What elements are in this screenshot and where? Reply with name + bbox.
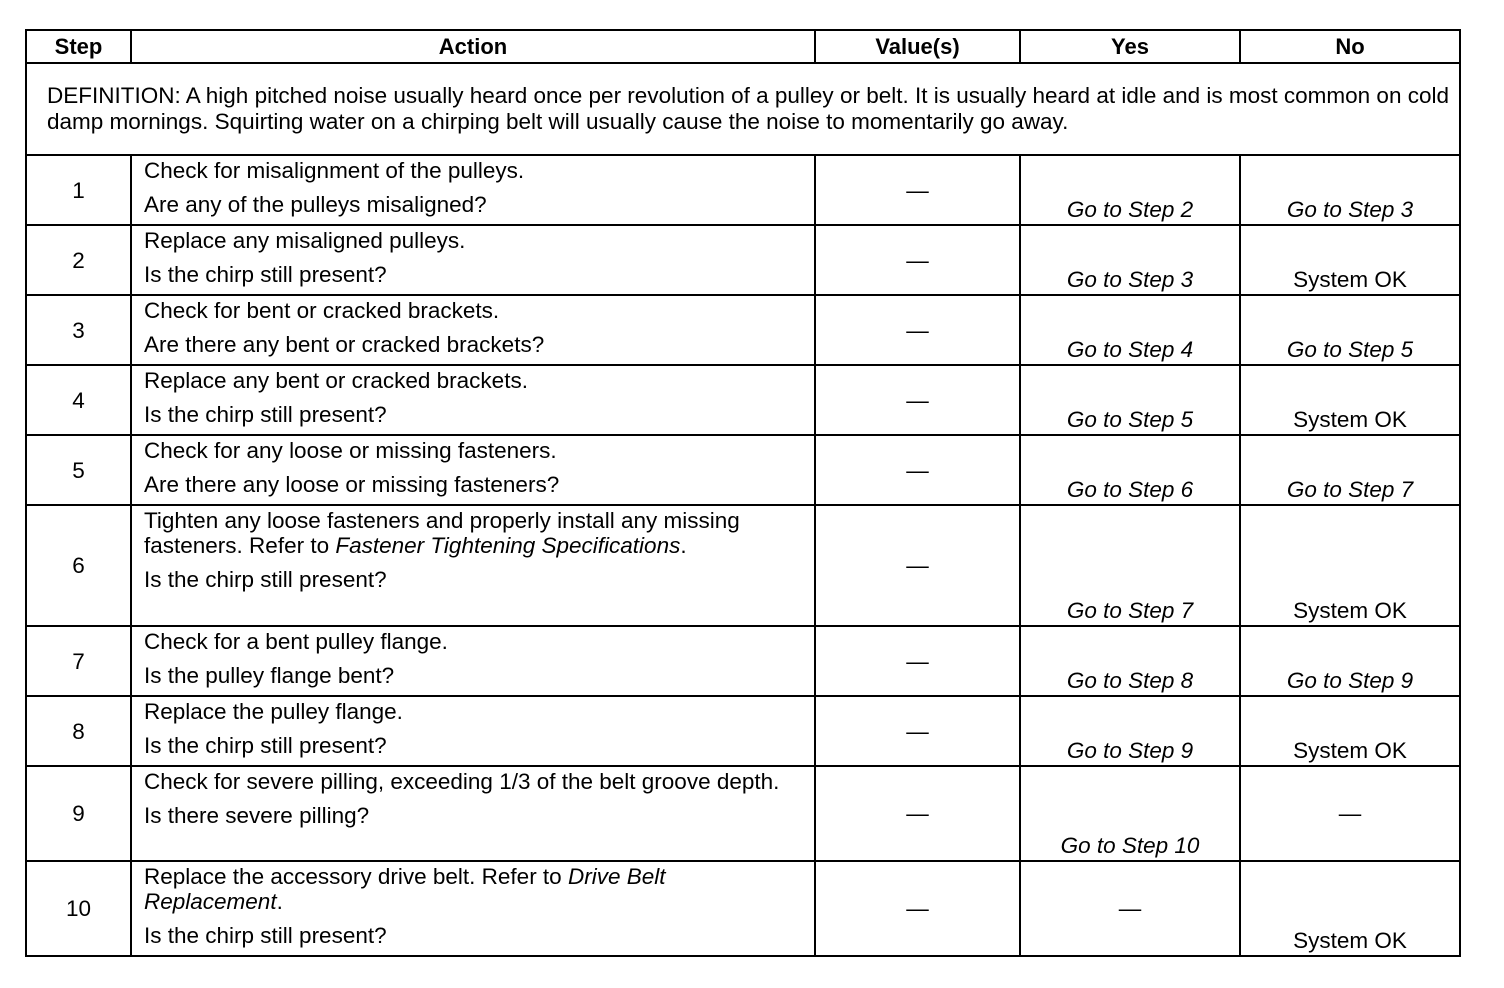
step-number: 8 xyxy=(26,696,131,766)
yes-cell: Go to Step 2 xyxy=(1020,155,1240,225)
no-cell: Go to Step 5 xyxy=(1240,295,1460,365)
table-row xyxy=(26,626,1460,696)
table-row xyxy=(26,861,1460,956)
step-number: 1 xyxy=(26,155,131,225)
definition-text: DEFINITION: A high pitched noise usually heard once per revolution of a pulley or belt. It is usually heard at idle and is most common on cold damp mornings. Squirting water on a chirping belt will usually cause the noise to momentarily go away. xyxy=(26,63,1460,155)
header-row xyxy=(26,30,1460,63)
reference-link: Drive Belt Replacement xyxy=(144,864,666,914)
action-cell xyxy=(131,505,815,626)
header-step: Step xyxy=(26,30,131,63)
yes-cell: Go to Step 7 xyxy=(1020,505,1240,626)
no-cell: System OK xyxy=(1240,365,1460,435)
value-cell: — xyxy=(815,766,1020,861)
no-cell: System OK xyxy=(1240,696,1460,766)
yes-cell: Go to Step 8 xyxy=(1020,626,1240,696)
yes-cell: Go to Step 9 xyxy=(1020,696,1240,766)
action-cell xyxy=(131,766,815,861)
value-cell: — xyxy=(815,365,1020,435)
no-cell: Go to Step 9 xyxy=(1240,626,1460,696)
definition-row xyxy=(26,63,1460,155)
action-instruction: Check for a bent pulley flange. xyxy=(144,629,448,654)
value-cell: — xyxy=(815,435,1020,505)
yes-cell: Go to Step 5 xyxy=(1020,365,1240,435)
value-cell: — xyxy=(815,295,1020,365)
yes-cell: — xyxy=(1020,861,1240,956)
step-number: 3 xyxy=(26,295,131,365)
value-cell: — xyxy=(815,696,1020,766)
action-instruction: Replace any bent or cracked brackets. xyxy=(144,368,528,393)
action-question: Is the chirp still present? xyxy=(144,923,387,948)
table-row xyxy=(26,295,1460,365)
step-number: 6 xyxy=(26,505,131,626)
instruction-text: Replace the accessory drive belt. Refer to xyxy=(144,864,568,889)
action-instruction: Replace any misaligned pulleys. xyxy=(144,228,466,253)
value-cell: — xyxy=(815,225,1020,295)
instruction-end: . xyxy=(276,889,283,914)
action-instruction: Check for severe pilling, exceeding 1/3 of the belt groove depth. xyxy=(144,769,780,794)
diagnostic-table xyxy=(25,29,1461,957)
action-instruction xyxy=(144,864,806,914)
action-question: Is the pulley flange bent? xyxy=(144,663,395,688)
action-cell xyxy=(131,626,815,696)
action-question: Are there any loose or missing fasteners? xyxy=(144,472,560,497)
action-instruction xyxy=(144,508,806,558)
table-row xyxy=(26,505,1460,626)
action-question: Is the chirp still present? xyxy=(144,402,387,427)
action-cell xyxy=(131,435,815,505)
table-row xyxy=(26,766,1460,861)
value-cell: — xyxy=(815,861,1020,956)
action-instruction: Check for misalignment of the pulleys. xyxy=(144,158,525,183)
reference-link: Fastener Tightening Specifications xyxy=(335,533,681,558)
yes-cell: Go to Step 10 xyxy=(1020,766,1240,861)
action-instruction: Check for any loose or missing fasteners. xyxy=(144,438,557,463)
step-number: 5 xyxy=(26,435,131,505)
action-cell xyxy=(131,861,815,956)
table-row xyxy=(26,365,1460,435)
action-instruction: Replace the pulley flange. xyxy=(144,699,403,724)
header-values: Value(s) xyxy=(815,30,1020,63)
table-row xyxy=(26,155,1460,225)
header-action: Action xyxy=(131,30,815,63)
step-number: 4 xyxy=(26,365,131,435)
step-number: 2 xyxy=(26,225,131,295)
yes-cell: Go to Step 6 xyxy=(1020,435,1240,505)
step-number: 9 xyxy=(26,766,131,861)
action-cell xyxy=(131,155,815,225)
no-cell: System OK xyxy=(1240,225,1460,295)
table-row xyxy=(26,696,1460,766)
value-cell: — xyxy=(815,505,1020,626)
instruction-text: Tighten any loose fasteners and properly install any missing fasteners. Refer to xyxy=(144,508,740,558)
no-cell: Go to Step 7 xyxy=(1240,435,1460,505)
yes-cell: Go to Step 4 xyxy=(1020,295,1240,365)
action-question: Is the chirp still present? xyxy=(144,262,387,287)
no-cell: — xyxy=(1240,766,1460,861)
step-number: 7 xyxy=(26,626,131,696)
action-question: Are any of the pulleys misaligned? xyxy=(144,192,487,217)
action-question: Is there severe pilling? xyxy=(144,803,370,828)
action-question: Is the chirp still present? xyxy=(144,567,387,592)
no-cell: System OK xyxy=(1240,505,1460,626)
action-question: Is the chirp still present? xyxy=(144,733,387,758)
yes-cell: Go to Step 3 xyxy=(1020,225,1240,295)
header-yes: Yes xyxy=(1020,30,1240,63)
action-cell xyxy=(131,295,815,365)
action-cell xyxy=(131,696,815,766)
step-number: 10 xyxy=(26,861,131,956)
action-cell xyxy=(131,225,815,295)
action-question: Are there any bent or cracked brackets? xyxy=(144,332,545,357)
value-cell: — xyxy=(815,155,1020,225)
table-row xyxy=(26,435,1460,505)
action-cell xyxy=(131,365,815,435)
header-no: No xyxy=(1240,30,1460,63)
action-instruction: Check for bent or cracked brackets. xyxy=(144,298,500,323)
table-row xyxy=(26,225,1460,295)
no-cell: Go to Step 3 xyxy=(1240,155,1460,225)
no-cell: System OK xyxy=(1240,861,1460,956)
value-cell: — xyxy=(815,626,1020,696)
instruction-end: . xyxy=(680,533,687,558)
